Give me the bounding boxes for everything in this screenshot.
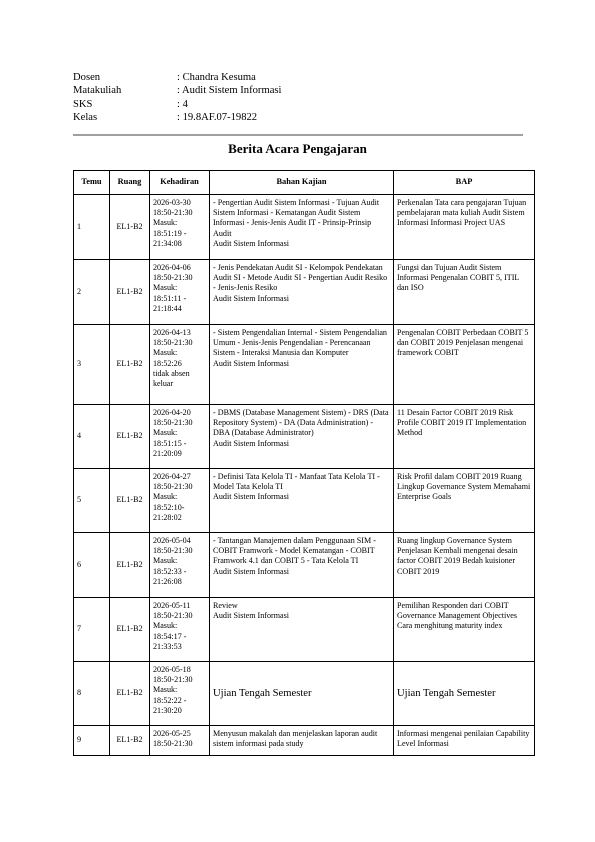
header-kehadiran: Kehadiran [150,171,210,195]
cell-temu: 4 [74,405,110,469]
cell-kehadiran [150,598,210,662]
cell-line: 18:50-21:30 [153,273,193,283]
table-row [74,662,535,726]
cell-line: Audit Sistem Informasi [213,238,289,248]
table-row [74,533,535,598]
cell-line: 21:34:08 [153,238,182,248]
cell-ruang: EL1-B2 [110,195,150,260]
header-bap: BAP [394,171,535,195]
cell-bahan-kajian [210,726,394,756]
cell-ruang: EL1-B2 [110,662,150,726]
info-value: : 4 [177,98,188,110]
cell-line: 18:50-21:30 [153,482,193,492]
cell-bahan-kajian [210,195,394,260]
cell-line: 18:51:11 - [153,293,187,303]
cell-line: 2026-03-30 [153,198,191,207]
cell-line: 2026-05-18 [153,665,191,674]
cell-kehadiran [150,325,210,405]
cell-bap [394,533,535,598]
info-row [73,84,281,97]
cell-line: Fungsi dan Tujuan Audit Sistem Informasi Pengenalan COBIT 5, ITIL dan ISO [397,263,520,293]
cell-line: 11 Desain Factor COBIT 2019 Risk Profile COBIT 2019 IT Implementation Method [397,408,527,438]
cell-kehadiran [150,195,210,260]
cell-line: Review [213,601,238,610]
course-info [73,71,281,124]
info-value: : Audit Sistem Informasi [177,85,282,97]
info-label: Kelas [73,111,98,123]
cell-line: Masuk: [153,685,178,695]
cell-line: Audit Sistem Informasi [213,566,289,576]
cell-bahan-kajian [210,405,394,469]
info-value: : 19.8AF.07-19822 [177,111,258,123]
cell-temu: 9 [74,726,110,756]
info-label: SKS [73,98,93,110]
cell-line: 18:50-21:30 [153,611,193,621]
cell-bap [394,405,535,469]
cell-bap [394,325,535,405]
cell-bahan-kajian [210,469,394,533]
cell-bahan-kajian [210,260,394,325]
cell-bahan-kajian [210,325,394,405]
cell-line: Informasi mengenai penilaian Capability Level Informasi [397,729,530,749]
cell-line: 21:33:53 [153,641,182,651]
cell-temu: 6 [74,533,110,598]
cell-line: 21:26:08 [153,576,182,586]
cell-line: 2026-04-27 [153,472,191,481]
cell-bap [394,260,535,325]
table-row [74,726,535,756]
cell-kehadiran [150,726,210,756]
cell-line: 18:50-21:30 [153,338,193,348]
cell-line: Masuk: [153,621,178,631]
cell-line: Risk Profil dalam COBIT 2019 Ruang Lingkup Governance System Memahami Enterprise Goals [397,472,531,502]
cell-line: Menyusun makalah dan menjelaskan laporan audit sistem informasi pada study [213,729,378,749]
cell-ruang: EL1-B2 [110,726,150,756]
cell-line: 2026-05-11 [153,601,191,610]
cell-line: 21:28:02 [153,512,182,522]
cell-line: Audit Sistem Informasi [213,438,289,448]
cell-line: 18:50-21:30 [153,739,193,749]
cell-bahan-kajian [210,533,394,598]
cell-line: 18:51:15 - [153,438,187,448]
info-value: : Chandra Kesuma [177,72,256,83]
cell-line: - Pengertian Audit Sistem Informasi - Tujuan Audit Sistem Informasi - Kematangan Audit Sistem Informasi - Jenis-Jenis Audit IT - Prinsip-Prinsip Audit [213,198,380,238]
cell-line: Masuk: [153,283,178,293]
cell-line: Ujian Tengah Semester [397,688,496,699]
page-title: Berita Acara Pengajaran [228,141,367,156]
cell-temu: 5 [74,469,110,533]
cell-kehadiran [150,533,210,598]
table-row [74,405,535,469]
cell-line: keluar [153,379,174,389]
cell-line: 2026-05-04 [153,536,191,545]
cell-line: Audit Sistem Informasi [213,492,289,502]
table-header-row [74,171,535,195]
cell-temu: 8 [74,662,110,726]
cell-line: Masuk: [153,556,178,566]
cell-bap [394,726,535,756]
cell-line: 18:50-21:30 [153,418,193,428]
cell-line: 18:52:22 - [153,695,187,705]
cell-ruang: EL1-B2 [110,469,150,533]
cell-line: 18:50-21:30 [153,675,193,685]
cell-temu: 2 [74,260,110,325]
cell-line: - DBMS (Database Management Sistem) - DRS (Data Repository System) - DA (Data Administration) - DBA (Database Administrator) [213,408,389,438]
cell-bahan-kajian [210,598,394,662]
cell-bap [394,598,535,662]
cell-line: 18:51:19 - [153,228,187,238]
cell-line: Pemilihan Responden dari COBIT Governance Management Objectives Cara menghitung maturity index [397,601,518,631]
table-row [74,469,535,533]
cell-line: 21:18:44 [153,303,182,313]
cell-line: Audit Sistem Informasi [213,358,289,368]
cell-line: Audit Sistem Informasi [213,611,289,621]
cell-line: Perkenalan Tata cara pengajaran Tujuan pembelajaran mata kuliah Audit Sistem Informasi Informasi Project UAS [397,198,527,228]
cell-line: - Definisi Tata Kelola TI - Manfaat Tata Kelola TI - Model Tata Kelola TI [213,472,380,492]
cell-kehadiran [150,405,210,469]
cell-ruang: EL1-B2 [110,325,150,405]
cell-line: 2026-05-25 [153,729,191,738]
cell-line: Ujian Tengah Semester [213,688,312,699]
cell-ruang: EL1-B2 [110,405,150,469]
cell-ruang: EL1-B2 [110,260,150,325]
cell-line: 18:52:10- [153,502,185,512]
cell-line: Masuk: [153,218,178,228]
cell-kehadiran [150,469,210,533]
cell-bahan-kajian [210,662,394,726]
info-label: Dosen [73,72,101,83]
table-row [74,598,535,662]
cell-line: 21:30:20 [153,705,182,715]
cell-line: 2026-04-06 [153,263,191,272]
header-divider [73,134,523,136]
cell-temu: 7 [74,598,110,662]
cell-bap [394,195,535,260]
cell-line: 18:52:33 - [153,566,187,576]
cell-line: Pengenalan COBIT Perbedaan COBIT 5 dan COBIT 2019 Penjelasan mengenai framework COBIT [397,328,529,358]
cell-line: Masuk: [153,348,178,358]
cell-line: 2026-04-13 [153,328,191,337]
cell-line: - Sistem Pengendalian Internal - Sistem Pengendalian Umum - Jenis-Jenis Pengendalian - Perencanaan Sistem - Interaksi Manusia dan Komputer [213,328,387,358]
cell-line: Masuk: [153,492,178,502]
cell-bap [394,469,535,533]
cell-line: 2026-04-20 [153,408,191,417]
info-row [73,71,281,84]
cell-kehadiran [150,662,210,726]
cell-line: - Tantangan Manajemen dalam Penggunaan SIM - COBIT Framwork - Model Kematangan - COBIT Framwork 4.1 dan COBIT 5 - Tata Kelola TI [213,536,376,566]
cell-temu: 3 [74,325,110,405]
header-temu: Temu [74,171,110,195]
table-row [74,260,535,325]
cell-line: Audit Sistem Informasi [213,293,289,303]
cell-line: - Jenis Pendekatan Audit SI - Kelompok Pendekatan Audit SI - Metode Audit SI - Pengertian Audit Resiko - Jenis-Jenis Resiko [213,263,388,293]
info-label: Matakuliah [73,85,122,97]
info-row [73,98,281,111]
cell-ruang: EL1-B2 [110,598,150,662]
cell-line: tidak absen [153,368,190,378]
cell-line: 18:54:17 - [153,631,187,641]
cell-ruang: EL1-B2 [110,533,150,598]
cell-line: Masuk: [153,428,178,438]
header-ruang: Ruang [110,171,150,195]
cell-temu: 1 [74,195,110,260]
cell-line: 18:52:26 [153,358,182,368]
table-row [74,195,535,260]
cell-bap [394,662,535,726]
header-bahan-kajian: Bahan Kajian [210,171,394,195]
cell-line: 18:50-21:30 [153,208,193,218]
cell-line: Ruang lingkup Governance System Penjelasan Kembali mengenai desain factor COBIT 2019 Bedah kuisioner COBIT 2019 [397,536,518,576]
cell-line: 21:20:09 [153,448,182,458]
info-row [73,111,281,124]
table-row [74,325,535,405]
cell-line: 18:50-21:30 [153,546,193,556]
teaching-record-table [73,170,535,756]
cell-kehadiran [150,260,210,325]
